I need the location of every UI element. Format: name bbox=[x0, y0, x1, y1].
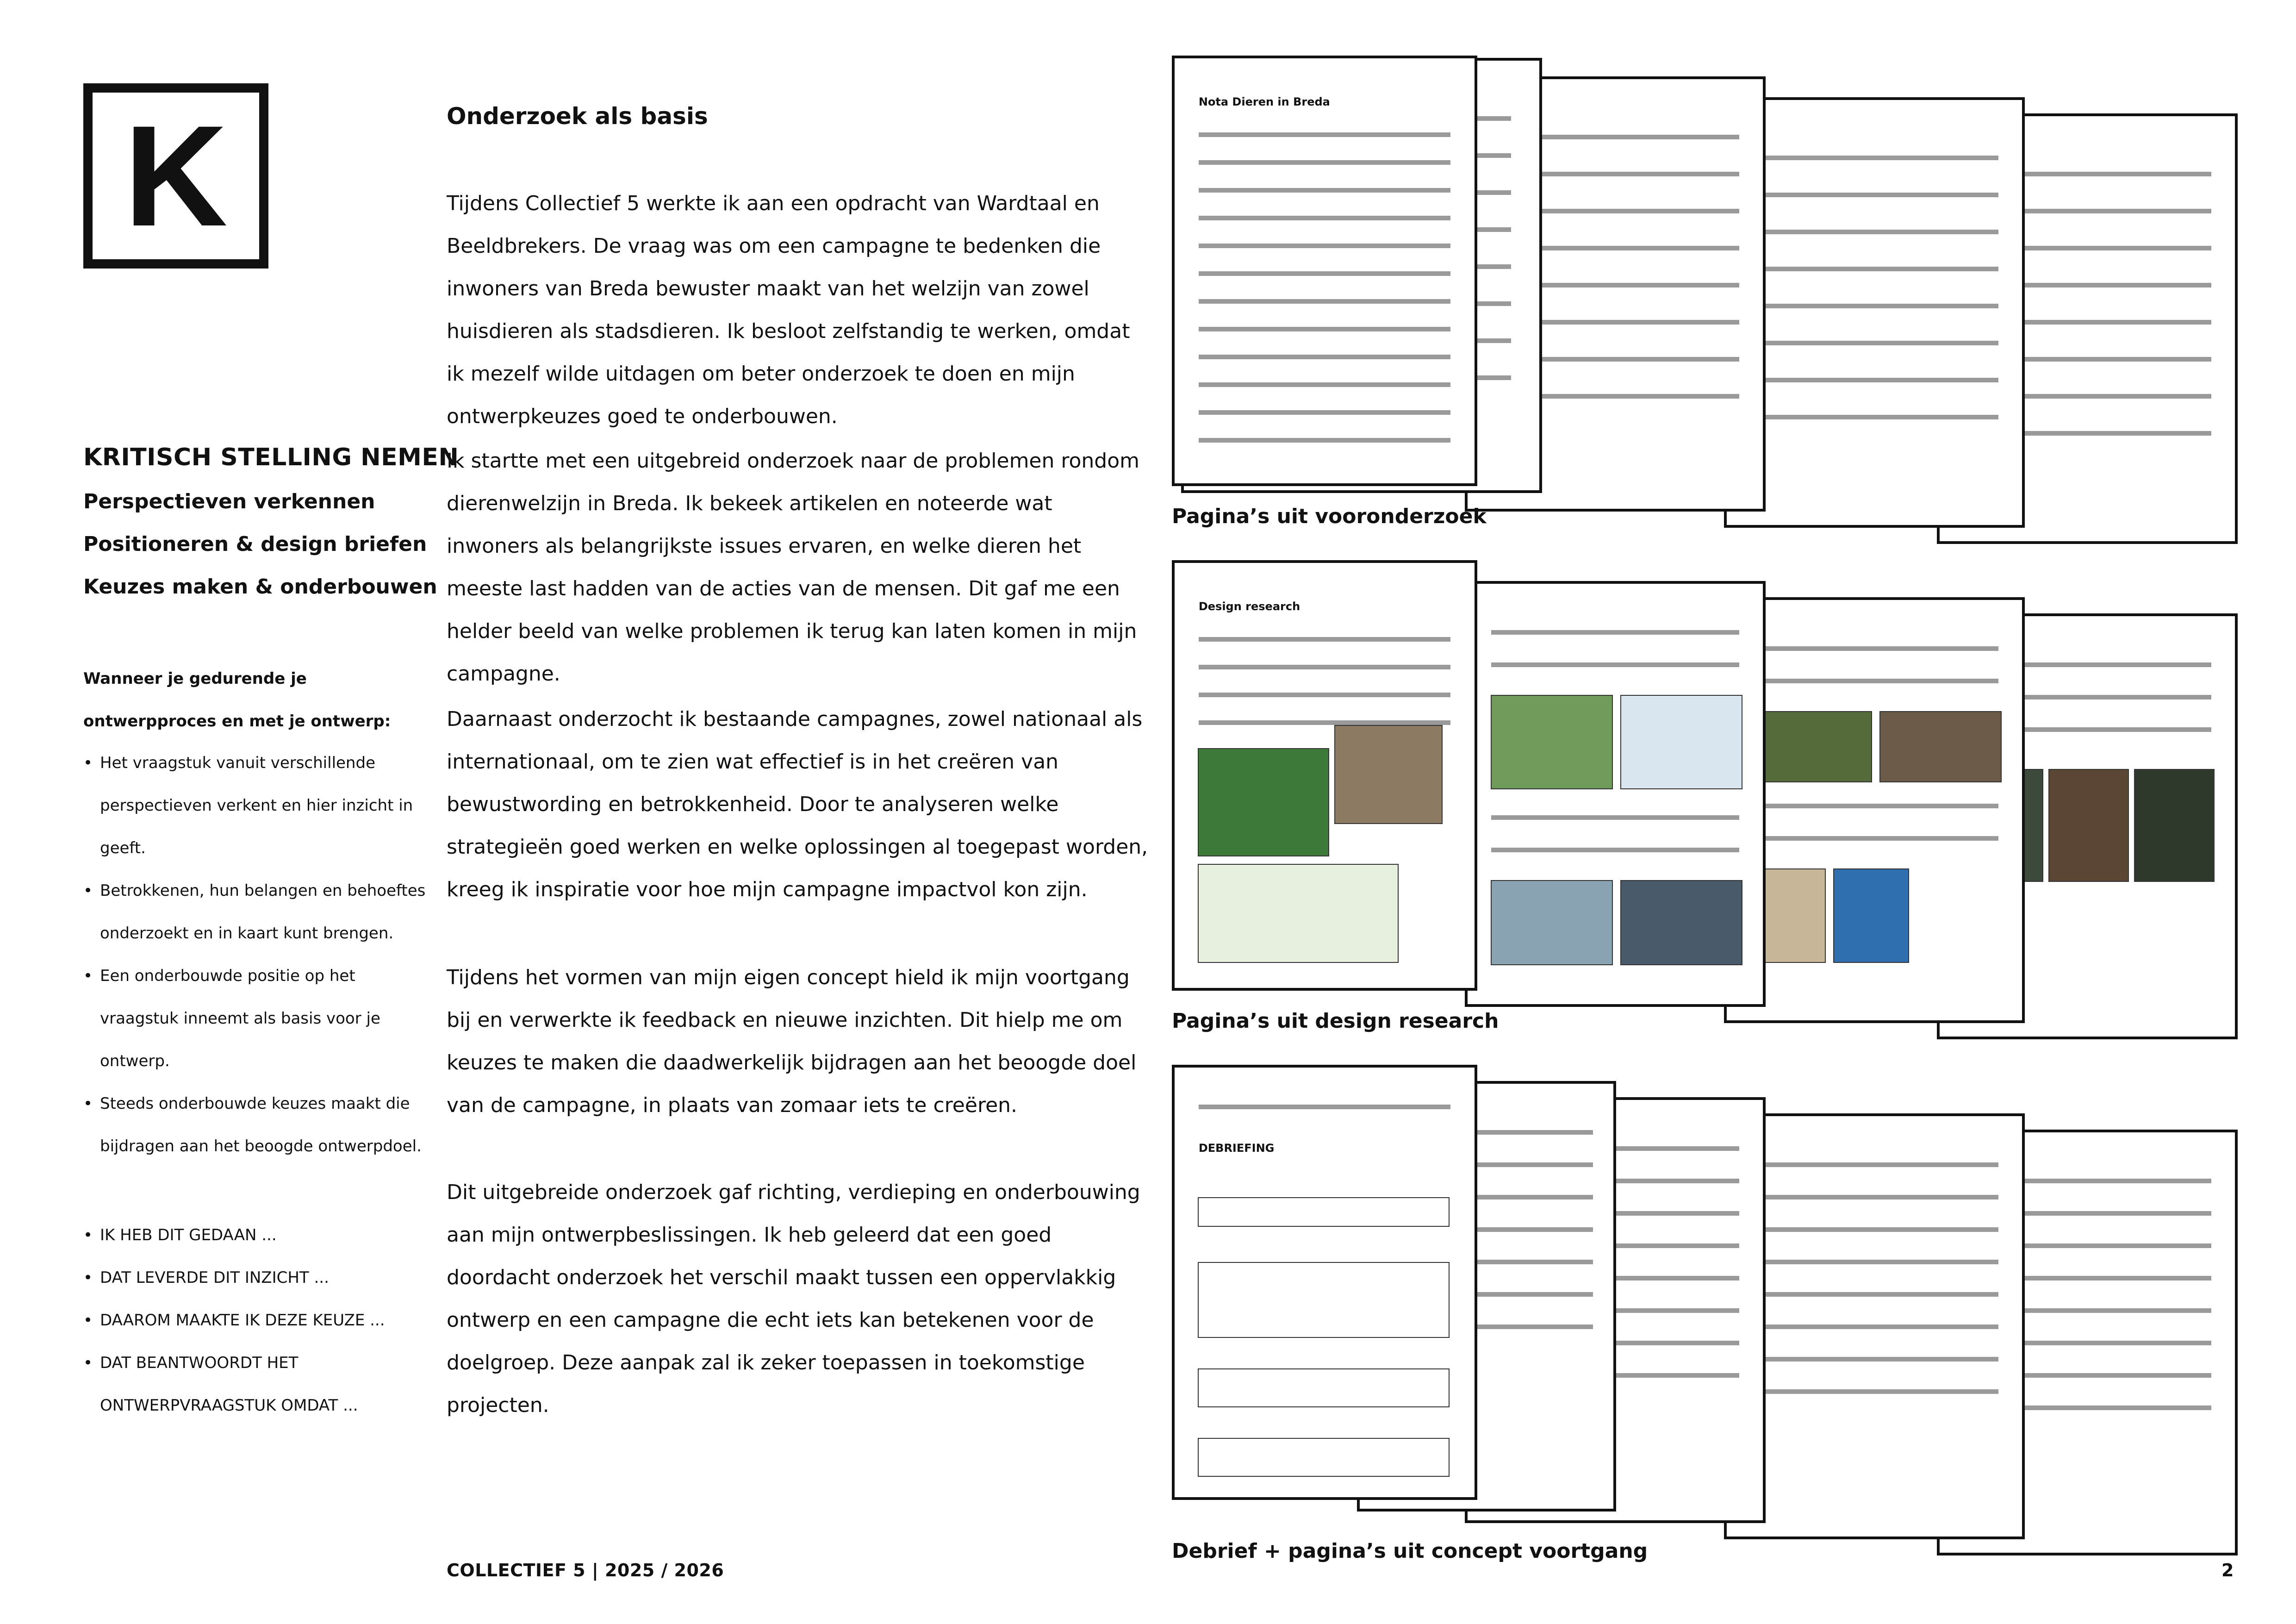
page-number: 2 bbox=[2221, 1560, 2234, 1580]
paragraph-3: Daarnaast onderzocht ik bestaande campagnes, zowel nationaal als internationaal, om te zien wat effectief is in het creëren van bewustwording en betrokkenheid. Door te analyseren welke strategieën goed werken en welke oplossingen al toegepast worden, kreeg ik inspiratie voor hoe mijn campagne impactvol kon zijn. bbox=[447, 707, 1148, 901]
prompt-item: • IK HEB DIT GEDAAN ... bbox=[83, 1214, 435, 1256]
logo-letter: K bbox=[124, 95, 228, 256]
sidebar-sub-3: Keuzes maken & onderbouwen bbox=[83, 575, 437, 599]
caption-concept-voortgang: Debrief + pagina’s uit concept voortgang bbox=[1172, 1539, 1648, 1563]
doc-page bbox=[1724, 597, 2025, 1023]
caption-design-research: Pagina’s uit design research bbox=[1172, 1009, 1499, 1033]
doc-page-front bbox=[1172, 1065, 1477, 1500]
footer-label: COLLECTIEF 5 | 2025 / 2026 bbox=[447, 1560, 724, 1580]
criteria-item: • Steeds onderbouwde keuzes maakt die bijdragen aan het beoogde ontwerpdoel. bbox=[83, 1082, 435, 1168]
doc-heading: Design research bbox=[1198, 600, 1300, 613]
paragraph-5: Dit uitgebreide onderzoek gaf richting, verdieping en onderbouwing aan mijn ontwerpbeslissingen. Ik heb geleerd dat een goed doordacht onderzoek het verschil maakt tussen een oppervlakkig ontwerp en een campagne die echt iets kan betekenen voor de doelgroep. Deze aanpak zal ik zeker toepassen in toekomstige projecten. bbox=[447, 1181, 1140, 1417]
doc-page bbox=[1724, 97, 2025, 528]
sidebar-sub-1: Perspectieven verkennen bbox=[83, 490, 375, 513]
criteria-intro: Wanneer je gedurende je ontwerpproces en met je ontwerp: bbox=[83, 669, 391, 731]
criteria-item: • Een onderbouwde positie op het vraagstuk inneemt als basis voor je ontwerp. bbox=[83, 955, 435, 1082]
paragraph-4: Tijdens het vormen van mijn eigen concept hield ik mijn voortgang bij en verwerkte ik feedback en nieuwe inzichten. Dit hielp me om keuzes te maken die daadwerkelijk bijdragen aan het beoogde doel van de campagne, in plaats van zomaar iets te creëren. bbox=[447, 966, 1137, 1117]
criteria-item: • Het vraagstuk vanuit verschillende perspectieven verkent en hier inzicht in geeft. bbox=[83, 742, 435, 869]
doc-page bbox=[1724, 1113, 2025, 1539]
criteria-list bbox=[83, 742, 435, 1168]
doc-heading: DEBRIEFING bbox=[1198, 1142, 1275, 1155]
doc-page bbox=[1465, 581, 1766, 1007]
doc-page-front bbox=[1172, 560, 1477, 991]
logo bbox=[83, 83, 268, 269]
prompt-item: • DAT LEVERDE DIT INZICHT ... bbox=[83, 1256, 435, 1299]
sidebar-sub-2: Positioneren & design briefen bbox=[83, 532, 427, 556]
caption-vooronderzoek: Pagina’s uit vooronderzoek bbox=[1172, 505, 1487, 528]
paragraph-1: Tijdens Collectief 5 werkte ik aan een opdracht van Wardtaal en Beeldbrekers. De vraag was om een campagne te bedenken die inwoners van Breda bewuster maakt van het welzijn van zowel huisdieren als stadsdieren. Ik besloot zelfstandig te werken, omdat ik mezelf wilde uitdagen om beter onderzoek te doen en mijn ontwerpkeuzes goed te onderbouwen. bbox=[447, 192, 1130, 428]
reflection-prompts bbox=[83, 1214, 435, 1427]
prompt-item: • DAT BEANTWOORDT HET ONTWERPVRAAGSTUK OMDAT ... bbox=[83, 1342, 435, 1427]
page-title: Onderzoek als basis bbox=[447, 103, 708, 130]
doc-page-front bbox=[1172, 56, 1477, 486]
criteria-item: • Betrokkenen, hun belangen en behoeftes onderzoekt en in kaart kunt brengen. bbox=[83, 869, 435, 955]
paragraph-2: Ik startte met een uitgebreid onderzoek naar de problemen rondom dierenwelzijn in Breda. Ik bekeek artikelen en noteerde wat inwoners als belangrijkste issues ervaren, en welke dieren het meeste last hadden van de acties van de mensen. Dit gaf me een helder beeld van welke problemen ik terug kan laten komen in mijn campagne. bbox=[447, 449, 1140, 686]
doc-heading: Nota Dieren in Breda bbox=[1198, 95, 1330, 108]
sidebar-title: KRITISCH STELLING NEMEN bbox=[83, 443, 459, 471]
prompt-item: • DAAROM MAAKTE IK DEZE KEUZE ... bbox=[83, 1299, 435, 1342]
